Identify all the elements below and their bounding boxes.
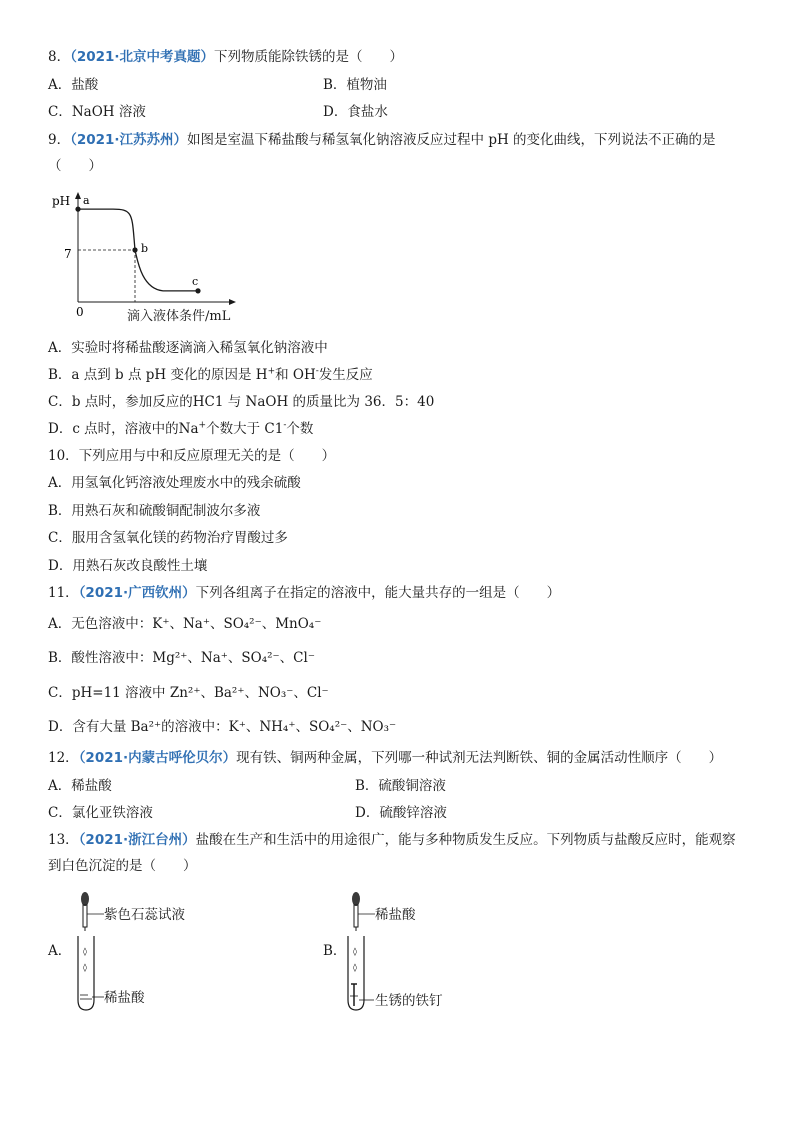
- q10-option-b[interactable]: B．用熟石灰和硫酸铜配制波尔多液: [48, 503, 261, 519]
- chart-point-c-label: c: [192, 274, 199, 288]
- q11-option-d-ions: K⁺、NH₄⁺、SO₄²⁻、NO₃⁻: [228, 719, 397, 735]
- dropper-bulb-icon: [352, 892, 360, 906]
- q8-source: （2021·北京中考真题）: [70, 49, 215, 65]
- q12-option-a[interactable]: A．稀盐酸: [48, 778, 112, 794]
- dropper-bulb-icon: [81, 892, 89, 906]
- q10-stem-text: 下列应用与中和反应原理无关的是（ ）: [78, 448, 336, 464]
- q12-option-b[interactable]: B．硫酸铜溶液: [355, 778, 446, 794]
- q10-option-a[interactable]: A．用氢氧化钙溶液处理废水中的残余硫酸: [48, 475, 301, 491]
- chart-point-b-label: b: [141, 242, 149, 255]
- q11-option-c[interactable]: C．pH=11 溶液中 Zn²⁺、Ba²⁺、NO₃⁻、Cl⁻: [48, 685, 329, 701]
- chart-origin-label: 0: [76, 305, 84, 319]
- q10-number: 10．: [48, 448, 79, 464]
- q11-option-b[interactable]: B．酸性溶液中：Mg²⁺、Na⁺、SO₄²⁻、Cl⁻: [48, 650, 315, 666]
- q11-option-d[interactable]: D．含有大量 Ba²⁺的溶液中：K⁺、NH₄⁺、SO₄²⁻、NO₃⁻: [48, 719, 397, 735]
- q9-stem-text: 如图是室温下稀盐酸与稀氢氧化钠溶液反应过程中 pH 的变化曲线，下列说法不正确的是: [187, 132, 716, 148]
- q12-source: （2021·内蒙古呼伦贝尔）: [78, 750, 237, 766]
- q13-stem: [48, 831, 736, 849]
- q8-option-d[interactable]: D．食盐水: [323, 104, 388, 120]
- q13-figure-b-dropper-label: 稀盐酸: [375, 907, 416, 923]
- q11-stem: [48, 584, 560, 602]
- q13-stem-text: 盐酸在生产和生活中的用途很广，能与多种物质发生反应。下列物质与盐酸反应时，能观察: [195, 832, 736, 848]
- q13-figure-a-dropper-label: 紫色石蕊试液: [104, 907, 185, 923]
- q11-stem-text: 下列各组离子在指定的溶液中，能大量共存的一组是（ ）: [195, 585, 561, 601]
- q13-figure-a-tube-label: 稀盐酸: [104, 990, 145, 1006]
- q8-number: 8．: [48, 49, 71, 65]
- q13-stem-line2: 到白色沉淀的是（ ）: [48, 858, 197, 874]
- chart-point-a-label: a: [83, 194, 90, 208]
- q8-stem-text: 下列物质能除铁锈的是（ ）: [214, 49, 404, 65]
- q10-option-d[interactable]: D．用熟石灰改良酸性土壤: [48, 558, 208, 574]
- q10-stem: [48, 447, 335, 465]
- chart-ytick-label: 7: [64, 247, 72, 261]
- dropper-tube-icon: [354, 905, 358, 927]
- q13-source: （2021·浙江台州）: [78, 832, 196, 848]
- q8-option-b[interactable]: B．植物油: [323, 77, 387, 93]
- q9-ph-chart: [48, 188, 248, 328]
- q13-figure-b-tube-label: 生锈的铁钉: [375, 993, 443, 1009]
- chart-point-a: [75, 207, 80, 212]
- chart-y-arrow: [75, 192, 81, 199]
- chart-ylabel: pH: [52, 194, 71, 208]
- droplet-icon: ◊: [353, 947, 357, 956]
- q12-stem-text: 现有铁、铜两种金属，下列哪一种试剂无法判断铁、铜的金属活动性顺序（ ）: [236, 750, 723, 766]
- q8-stem: [48, 48, 403, 66]
- q9-option-d[interactable]: D．c 点时，溶液中的Na+个数大于 C1-个数: [48, 420, 314, 437]
- q11-option-a-ions: K⁺、Na⁺、SO₄²⁻、MnO₄⁻: [152, 616, 322, 632]
- q9-stem: [48, 131, 716, 149]
- dropper-tube-icon: [83, 905, 87, 927]
- q13-number: 13．: [48, 832, 79, 848]
- droplet-icon: ◊: [83, 947, 87, 956]
- droplet-icon: ◊: [83, 963, 87, 972]
- q11-option-c-ions: Zn²⁺、Ba²⁺、NO₃⁻、Cl⁻: [169, 685, 329, 701]
- q11-source: （2021·广西钦州）: [78, 585, 196, 601]
- q9-number: 9．: [48, 132, 71, 148]
- q9-option-b[interactable]: B．a 点到 b 点 pH 变化的原因是 H+和 OH-发生反应: [48, 366, 373, 383]
- q12-option-c[interactable]: C．氯化亚铁溶液: [48, 805, 153, 821]
- q9-source: （2021·江苏苏州）: [70, 132, 188, 148]
- droplet-icon: ◊: [353, 963, 357, 972]
- q11-option-b-ions: Mg²⁺、Na⁺、SO₄²⁻、Cl⁻: [152, 650, 315, 666]
- q10-option-c[interactable]: C．服用含氢氧化镁的药物治疗胃酸过多: [48, 530, 288, 546]
- q11-number: 11．: [48, 585, 79, 601]
- chart-point-b: [132, 247, 137, 252]
- q13-option-a-key[interactable]: A．: [48, 943, 72, 959]
- chart-point-c: [195, 288, 200, 293]
- q12-option-d[interactable]: D．硫酸锌溶液: [355, 805, 447, 821]
- q9-stem-line2: （ ）: [48, 158, 102, 174]
- q9-option-c[interactable]: C．b 点时，参加反应的HC1 与 NaOH 的质量比为 36．5：40: [48, 394, 435, 410]
- q8-option-c[interactable]: C．NaOH 溶液: [48, 104, 146, 120]
- q13-option-b-key[interactable]: B．: [323, 943, 347, 959]
- q11-option-a[interactable]: A．无色溶液中：K⁺、Na⁺、SO₄²⁻、MnO₄⁻: [48, 616, 322, 632]
- q8-option-a[interactable]: A．盐酸: [48, 77, 99, 93]
- q12-number: 12．: [48, 750, 79, 766]
- chart-xlabel: 滴入液体条件/mL: [127, 309, 231, 324]
- q9-option-a[interactable]: A．实验时将稀盐酸逐滴滴入稀氢氧化钠溶液中: [48, 340, 328, 356]
- chart-x-arrow: [229, 299, 236, 305]
- q12-stem: [48, 749, 722, 767]
